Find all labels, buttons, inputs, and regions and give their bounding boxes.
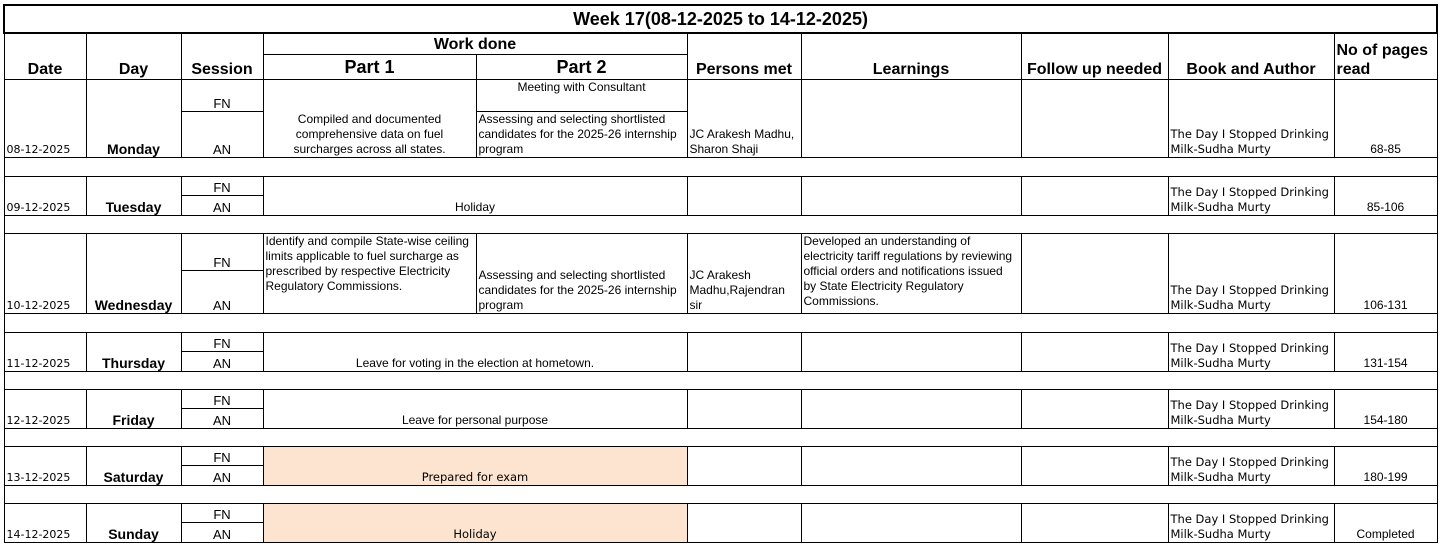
row-persons-met [687, 446, 801, 485]
row-pages: 180-199 [1334, 446, 1437, 485]
row-part2: Assessing and selecting shortlisted candidates for the 2025-26 internship program [476, 233, 687, 314]
session-fn: FN [181, 233, 263, 270]
row-follow-up [1021, 389, 1168, 428]
row-book: The Day I Stopped Drinking Milk-Sudha Murty [1168, 233, 1334, 314]
row-book: The Day I Stopped Drinking Milk-Sudha Murty [1168, 446, 1334, 485]
row-book: The Day I Stopped Drinking Milk-Sudha Murty [1168, 79, 1334, 158]
row-pages: 131-154 [1334, 332, 1437, 371]
row-work: Leave for personal purpose [263, 389, 687, 428]
header-pages-read: No of pages read [1334, 33, 1437, 80]
row-persons-met [687, 176, 801, 215]
header-learnings: Learnings [801, 33, 1021, 80]
row-part1: Compiled and documented comprehensive data on fuel surcharges across all states. [263, 79, 476, 158]
row-follow-up [1021, 446, 1168, 485]
row-book: The Day I Stopped Drinking Milk-Sudha Murty [1168, 504, 1334, 543]
session-an: AN [181, 523, 263, 543]
row-day: Tuesday [86, 176, 181, 215]
row-follow-up [1021, 176, 1168, 215]
row-work: Holiday [263, 176, 687, 215]
row-learnings: Developed an understanding of electricity tariff regulations by reviewing official orders and notifications issued by State Electricity Regulatory Commissions. [801, 233, 1021, 314]
weekly-report-table [3, 4, 1438, 543]
header-day: Day [86, 33, 181, 80]
header-session: Session [181, 33, 263, 80]
row-learnings [801, 504, 1021, 543]
header-work-done: Work done [263, 33, 687, 55]
session-an: AN [181, 196, 263, 215]
session-fn: FN [181, 446, 263, 465]
row-learnings [801, 446, 1021, 485]
row-separator [4, 371, 1437, 389]
row-persons-met: JC Arakesh Madhu,Rajendran sir [687, 233, 801, 314]
row-pages: 68-85 [1334, 79, 1437, 158]
session-an: AN [181, 111, 263, 158]
row-separator [4, 314, 1437, 332]
row-separator [4, 485, 1437, 503]
row-separator [4, 215, 1437, 233]
row-pages: 106-131 [1334, 233, 1437, 314]
row-separator [4, 158, 1437, 176]
session-fn: FN [181, 79, 263, 111]
row-part2-fn: Meeting with Consultant [476, 79, 687, 111]
row-day: Friday [86, 389, 181, 428]
row-date: 13-12-2025 [4, 446, 86, 485]
row-follow-up [1021, 504, 1168, 543]
row-persons-met [687, 332, 801, 371]
header-part1: Part 1 [263, 55, 476, 79]
row-follow-up [1021, 233, 1168, 314]
row-pages: 154-180 [1334, 389, 1437, 428]
row-persons-met [687, 389, 801, 428]
session-fn: FN [181, 504, 263, 523]
row-date: 09-12-2025 [4, 176, 86, 215]
row-day: Saturday [86, 446, 181, 485]
row-persons-met [687, 504, 801, 543]
row-follow-up [1021, 79, 1168, 158]
row-part1: Identify and compile State-wise ceiling limits applicable to fuel surcharge as prescribed by respective Electricity Regulatory Commissions. [263, 233, 476, 314]
row-pages: 85-106 [1334, 176, 1437, 215]
row-persons-met: JC Arakesh Madhu, Sharon Shaji [687, 79, 801, 158]
row-date: 14-12-2025 [4, 504, 86, 543]
row-follow-up [1021, 332, 1168, 371]
row-day: Monday [86, 79, 181, 158]
session-an: AN [181, 352, 263, 371]
row-book: The Day I Stopped Drinking Milk-Sudha Murty [1168, 332, 1334, 371]
row-date: 08-12-2025 [4, 79, 86, 158]
row-day: Thursday [86, 332, 181, 371]
row-day: Sunday [86, 504, 181, 543]
header-persons-met: Persons met [687, 33, 801, 80]
header-follow-up: Follow up needed [1021, 33, 1168, 80]
session-fn: FN [181, 389, 263, 408]
row-date: 10-12-2025 [4, 233, 86, 314]
header-date: Date [4, 33, 86, 80]
row-book: The Day I Stopped Drinking Milk-Sudha Murty [1168, 389, 1334, 428]
row-learnings [801, 176, 1021, 215]
row-work: Prepared for exam [263, 446, 687, 485]
row-separator [4, 428, 1437, 446]
row-work: Leave for voting in the election at hometown. [263, 332, 687, 371]
row-date: 12-12-2025 [4, 389, 86, 428]
week-title: Week 17(08-12-2025 to 14-12-2025) [4, 5, 1437, 33]
row-learnings [801, 79, 1021, 158]
row-book: The Day I Stopped Drinking Milk-Sudha Murty [1168, 176, 1334, 215]
row-date: 11-12-2025 [4, 332, 86, 371]
row-day: Wednesday [86, 233, 181, 314]
row-work: Holiday [263, 504, 687, 543]
row-learnings [801, 332, 1021, 371]
row-learnings [801, 389, 1021, 428]
session-an: AN [181, 409, 263, 428]
session-an: AN [181, 270, 263, 314]
row-pages: Completed [1334, 504, 1437, 543]
row-part2-an: Assessing and selecting shortlisted candidates for the 2025-26 internship program [476, 111, 687, 158]
header-part2: Part 2 [476, 55, 687, 79]
session-fn: FN [181, 332, 263, 351]
session-an: AN [181, 466, 263, 485]
session-fn: FN [181, 176, 263, 195]
header-book-author: Book and Author [1168, 33, 1334, 80]
